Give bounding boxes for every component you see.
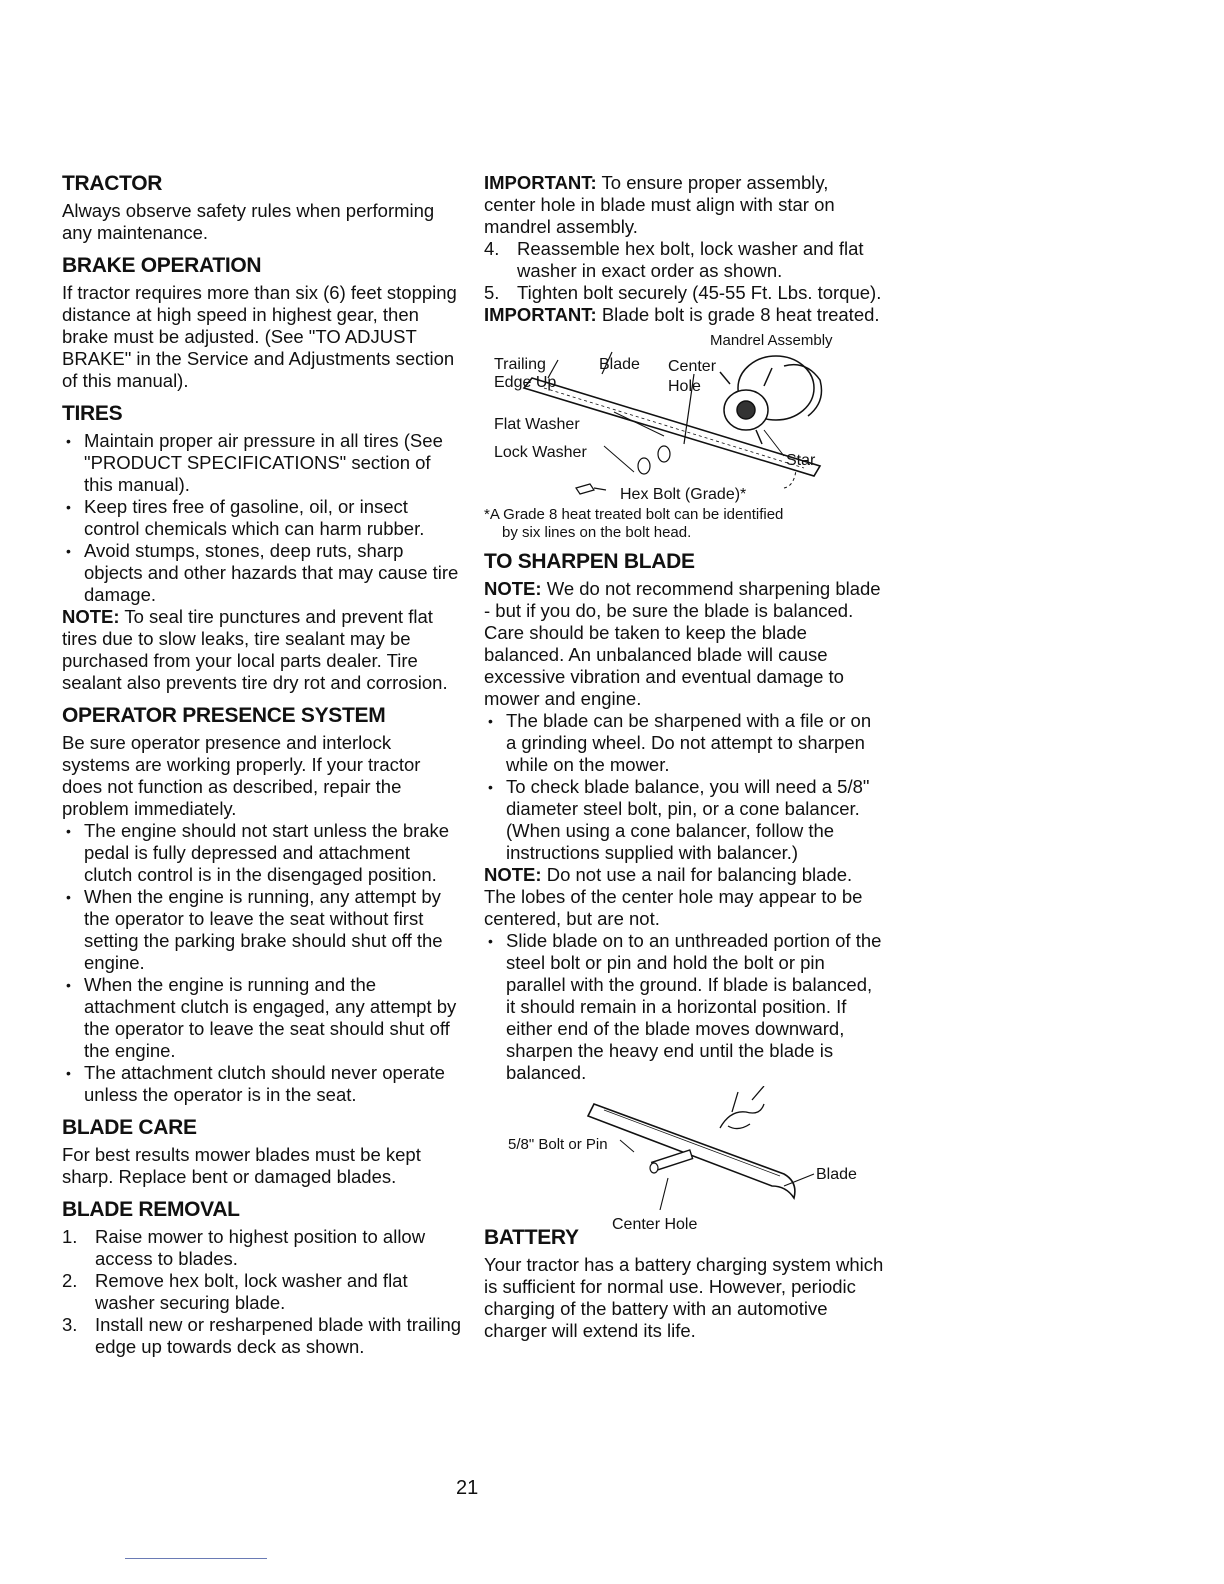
note-text: Do not use a nail for balancing blade. The lobes of the center hole may appear to be centered, but are not. bbox=[484, 864, 863, 929]
battery-text: Your tractor has a battery charging system which is sufficient for normal use. However, periodic charging of the battery with an automotive charger will extend its life. bbox=[484, 1254, 884, 1341]
list-item bbox=[484, 282, 884, 304]
step-text: Raise mower to highest position to allow access to blades. bbox=[95, 1226, 426, 1269]
operator-list bbox=[62, 820, 462, 1106]
label-center: Center bbox=[668, 358, 717, 375]
step-text: Install new or resharpened blade with trailing edge up towards deck as shown. bbox=[95, 1314, 462, 1357]
label-blade: Blade bbox=[816, 1166, 857, 1183]
label-flat-washer: Flat Washer bbox=[494, 416, 580, 433]
list-item: • Keep tires free of gasoline, oil, or insect control chemicals which can harm rubber. bbox=[62, 496, 462, 540]
label-bolt-or-pin: 5/8" Bolt or Pin bbox=[508, 1136, 608, 1153]
heading-blade-removal: BLADE REMOVAL bbox=[62, 1198, 240, 1221]
heading-battery: BATTERY bbox=[484, 1226, 579, 1249]
heading-tractor: TRACTOR bbox=[62, 172, 163, 195]
list-item: • Slide blade on to an unthreaded portion of the steel bolt or pin and hold the bolt or pin parallel with the ground. If blade is balanced, it should remain in a horizontal position. If either end of the blade moves downward, sharpen the heavy end until the blade is balanced. bbox=[484, 930, 884, 1084]
page-number: 21 bbox=[456, 1477, 479, 1499]
section-sharpen-blade bbox=[484, 550, 884, 1084]
footnote-line: *A Grade 8 heat treated bolt can be identified bbox=[484, 506, 784, 523]
list-item bbox=[62, 1270, 462, 1314]
section-blade-care bbox=[62, 1116, 462, 1188]
tires-list bbox=[62, 430, 462, 606]
brake-text: If tractor requires more than six (6) feet stopping distance at high speed in highest gear, then brake must be adjusted. (See "TO ADJUST BRAKE" in the Service and Adjustments section of this manual). bbox=[62, 282, 457, 391]
sharpen-text: Care should be taken to keep the blade balanced. An unbalanced blade will cause excessive vibration and eventual damage to mower and engine. bbox=[484, 622, 844, 709]
sharpen-list bbox=[484, 710, 884, 864]
footnote bbox=[484, 506, 884, 542]
note-text: We do not recommend sharpening blade - but if you do, be sure the blade is balanced. bbox=[484, 578, 881, 621]
right-column bbox=[484, 172, 884, 1352]
note-label: NOTE: bbox=[484, 864, 542, 885]
sharpen-note-2 bbox=[484, 864, 884, 930]
step-number: 5. bbox=[484, 282, 500, 303]
list-item: • The attachment clutch should never operate unless the operator is in the seat. bbox=[62, 1062, 462, 1106]
step-number: 4. bbox=[484, 238, 500, 259]
blade-removal-steps bbox=[62, 1226, 462, 1358]
balance-figure bbox=[484, 1086, 884, 1233]
heading-operator-presence: OPERATOR PRESENCE SYSTEM bbox=[62, 704, 386, 727]
note-text: To seal tire punctures and prevent flat tires due to slow leaks, tire sealant may be purchased from your local parts dealer. Tire sealant also prevents tire dry rot and corrosion. bbox=[62, 606, 448, 693]
important-label: IMPORTANT: bbox=[484, 172, 597, 193]
important-assembly bbox=[484, 172, 884, 238]
step-number: 1. bbox=[62, 1226, 78, 1247]
heading-blade-care: BLADE CARE bbox=[62, 1116, 197, 1139]
step-number: 3. bbox=[62, 1314, 78, 1335]
label-lock-washer: Lock Washer bbox=[494, 444, 587, 461]
section-brake-operation bbox=[62, 254, 462, 392]
blade-care-text: For best results mower blades must be kept sharp. Replace bent or damaged blades. bbox=[62, 1144, 421, 1187]
section-tires bbox=[62, 402, 462, 694]
step-text: Remove hex bolt, lock washer and flat washer securing blade. bbox=[95, 1270, 408, 1313]
list-item bbox=[484, 238, 884, 282]
list-item: • The blade can be sharpened with a file or on a grinding wheel. Do not attempt to sharpen while on the mower. bbox=[484, 710, 884, 776]
list-item: • When the engine is running and the attachment clutch is engaged, any attempt by the operator to leave the seat should shut off the engine. bbox=[62, 974, 462, 1062]
note-label: NOTE: bbox=[484, 578, 542, 599]
important-text: To ensure proper assembly, center hole in blade must align with star on mandrel assembly. bbox=[484, 172, 835, 237]
section-operator-presence bbox=[62, 704, 462, 1106]
step-text: Reassemble hex bolt, lock washer and flat washer in exact order as shown. bbox=[517, 238, 864, 281]
label-trailing: Trailing bbox=[494, 356, 546, 373]
label-mandrel-assembly: Mandrel Assembly bbox=[710, 332, 833, 349]
heading-tires: TIRES bbox=[62, 402, 123, 425]
scan-underline bbox=[125, 1558, 267, 1559]
section-blade-removal bbox=[62, 1198, 462, 1358]
important-text: Blade bolt is grade 8 heat treated. bbox=[601, 304, 880, 325]
heading-brake-operation: BRAKE OPERATION bbox=[62, 254, 262, 277]
step-text: Tighten bolt securely (45-55 Ft. Lbs. torque). bbox=[517, 282, 882, 303]
tires-note bbox=[62, 606, 462, 694]
label-star: Star bbox=[786, 452, 816, 469]
list-item bbox=[62, 1314, 462, 1358]
important-grade bbox=[484, 304, 884, 326]
label-center-hole: Center Hole bbox=[612, 1216, 698, 1233]
left-column bbox=[62, 172, 462, 1368]
list-item: • To check blade balance, you will need a 5/8" diameter steel bolt, pin, or a cone balancer. (When using a cone balancer, follow the instructions supplied with balancer.) bbox=[484, 776, 884, 864]
label-hole: Hole bbox=[668, 378, 701, 395]
heading-sharpen-blade: TO SHARPEN BLADE bbox=[484, 550, 695, 573]
footnote-line: by six lines on the bolt head. bbox=[502, 524, 692, 541]
tractor-text: Always observe safety rules when performing any maintenance. bbox=[62, 200, 435, 243]
note-label: NOTE: bbox=[62, 606, 120, 627]
section-tractor bbox=[62, 172, 462, 244]
list-item: • When the engine is running, any attempt by the operator to leave the seat without first setting the parking brake should shut off the engine. bbox=[62, 886, 462, 974]
list-item: • The engine should not start unless the brake pedal is fully depressed and attachment clutch control is in the disengaged position. bbox=[62, 820, 462, 886]
label-blade: Blade bbox=[599, 356, 640, 373]
operator-text: Be sure operator presence and interlock systems are working properly. If your tractor does not function as described, repair the problem immediately. bbox=[62, 732, 421, 819]
important-label: IMPORTANT: bbox=[484, 304, 597, 325]
list-item: • Maintain proper air pressure in all tires (See "PRODUCT SPECIFICATIONS" section of this manual). bbox=[62, 430, 462, 496]
label-edge-up: Edge Up bbox=[494, 374, 557, 391]
section-battery bbox=[484, 1226, 884, 1342]
sharpen-list-2 bbox=[484, 930, 884, 1084]
list-item: • Avoid stumps, stones, deep ruts, sharp objects and other hazards that may cause tire damage. bbox=[62, 540, 462, 606]
label-hex-bolt: Hex Bolt (Grade)* bbox=[620, 486, 747, 503]
reassembly-steps bbox=[484, 238, 884, 304]
blade-assembly-drawing bbox=[484, 326, 884, 504]
blade-assembly-figure bbox=[484, 326, 884, 504]
sharpen-note bbox=[484, 578, 884, 622]
step-number: 2. bbox=[62, 1270, 78, 1291]
list-item bbox=[62, 1226, 462, 1270]
